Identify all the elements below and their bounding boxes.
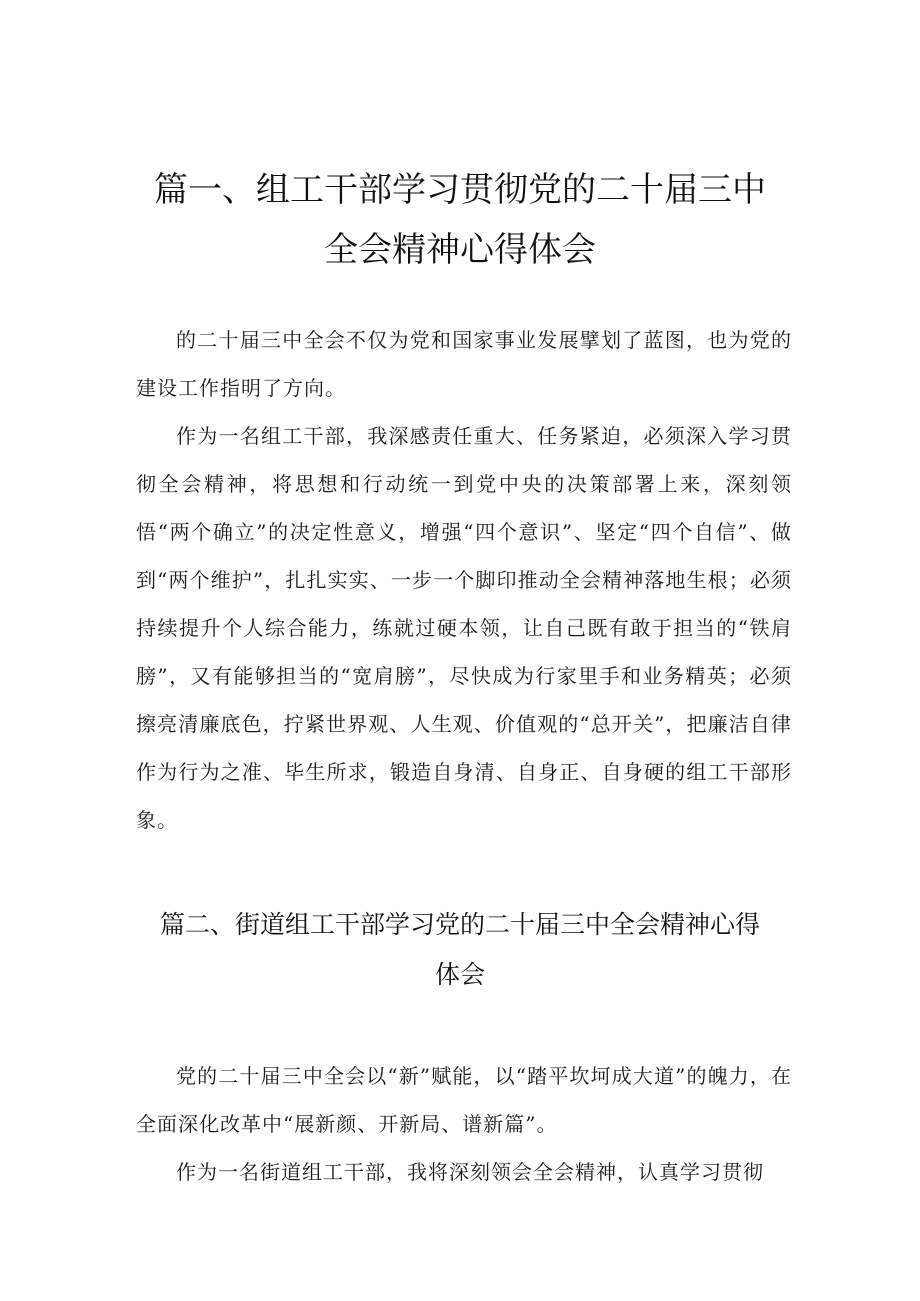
section-1-paragraph-1: 的二十届三中全会不仅为党和国家事业发展擘划了蓝图，也为党的建设工作指明了方向。 (136, 328, 792, 400)
section-2-title: 篇二、街道组工干部学习党的二十届三中全会精神心得体会 (159, 910, 760, 989)
section-2-paragraph-1: 党的二十届三中全会以“新”赋能，以“踏平坎坷成大道”的魄力，在全面深化改革中“展新颜、开新局、谱新篇”。 (136, 1064, 792, 1136)
section-1-paragraph-2: 作为一名组工干部，我深感责任重大、任务紧迫，必须深入学习贯彻全会精神，将思想和行动统一到党中央的决策部署上来，深刻领悟“两个确立”的决定性意义，增强“四个意识”、坚定“四个自信”、做到“两个维护”，扎扎实实、一步一个脚印推动全会精神落地生根；必须持续提升个人综合能力，练就过硬本领，让自己既有敢于担当的“铁肩膀”，又有能够担当的“宽肩膀”，尽快成为行家里手和业务精英；必须擦亮清廉底色，拧紧世界观、人生观、价值观的“总开关”，把廉洁自律作为行为之准、毕生所求，锻造自身清、自身正、自身硬的组工干部形象。 (136, 424, 792, 832)
section-1-title: 篇一、组工干部学习贯彻党的二十届三中全会精神心得体会 (154, 170, 766, 270)
section-2-paragraph-2: 作为一名街道组工干部，我将深刻领会全会精神，认真学习贯彻 (176, 1160, 764, 1184)
